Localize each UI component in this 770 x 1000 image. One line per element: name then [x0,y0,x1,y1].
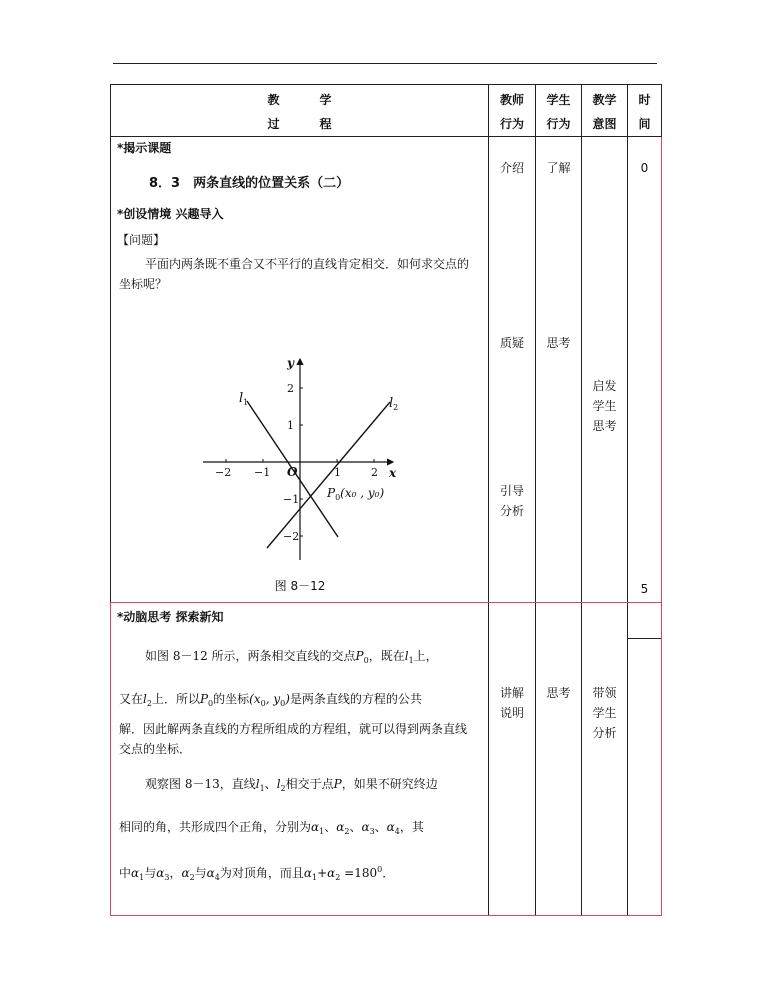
x-tick-label: −1 [254,466,271,479]
teacher-action: 介绍 [499,161,524,175]
reveal-title: *揭示课题 [117,141,172,155]
header-char: 学 [319,93,332,107]
origin-label: O [287,465,298,479]
time-divider [628,638,661,639]
l1-label: $l_1$ [239,391,249,407]
x-axis-label: x [389,466,397,480]
header-student: 学生行为 [536,85,582,137]
intent-text: 思考 [592,419,617,433]
teacher-action: 讲解 [499,686,524,700]
header-process [111,85,489,137]
section1-time [628,137,662,603]
intent-text: 分析 [592,726,617,740]
question-label: 【问题】 [117,233,166,247]
intent-text: 启发 [592,379,617,393]
section1-row [111,137,662,603]
figure-8-12 [203,355,403,565]
time-end: 5 [640,582,649,596]
y-tick-label: −1 [283,493,300,506]
intent-text: 学生 [592,706,617,720]
section2-paragraph-5: 相同的角，共形成四个正角，分别为$\alpha_1$、$\alpha_2$、$\alpha_3$、$\alpha_4$，其 [119,820,424,836]
section1-student [536,137,582,603]
section2-content [111,603,489,916]
y-tick-label: 1 [287,419,294,432]
figure-caption: 图 8－12 [274,579,326,593]
teacher-action: 引导 [499,484,524,498]
header-teacher: 教师行为 [489,85,536,137]
time-start: 0 [640,161,649,175]
section2-paragraph-1: 如图 8－12 所示，两条相交直线的交点$P_0$，既在$l_1$上， [145,649,438,665]
section2-time [628,603,662,916]
header-char: 过 [267,117,280,131]
section1-content [111,137,489,603]
question-text: 平面内两条既不重合又不平行的直线肯定相交．如何求交点的坐标呢？ [119,257,470,291]
student-action: 了解 [546,161,571,175]
section2-paragraph-2: 又在$l_2$上．所以$P_0$的坐标($x_0$, $y_0$)是两条直线的方程的公共 [119,692,422,708]
x-tick-label: 2 [371,466,378,479]
section2-student [536,603,582,916]
teacher-action: 分析 [499,504,524,518]
header-rule [113,63,657,64]
y-tick-label: 2 [287,382,294,395]
x-tick-label: −2 [215,466,232,479]
section2-paragraph-3: 解．因此解两条直线的方程所组成的方程组，就可以得到两条直线交点的坐标． [119,722,468,756]
y-tick-label: −2 [283,530,300,543]
section1-teacher [489,137,536,603]
header-char: 教 [267,93,280,107]
p0-label: $P_0(x_0$ , y₀) [327,486,385,502]
section2-intent [582,603,628,916]
lesson-title: 8．3 两条直线的位置关系（二） [149,176,350,191]
header-char: 程 [319,117,332,131]
intent-text: 学生 [592,399,617,413]
section2-title: *动脑思考 探索新知 [117,610,224,624]
intent-text: 带领 [592,686,617,700]
teacher-action: 说明 [499,706,524,720]
situation-title: *创设情境 兴趣导入 [117,207,224,221]
section2-row [111,603,662,916]
l2-label: $l_2$ [389,396,399,412]
section2-paragraph-4: 观察图 8－13，直线$l_1$、$l_2$相交于点P，如果不研究终边 [145,777,438,793]
section2-teacher [489,603,536,916]
lesson-table [110,84,662,916]
section2-paragraph-6: 中$\alpha_1$与$\alpha_3$，$\alpha_2$与$\alpha_4$为对顶角，而且$\alpha_1+\alpha_2 =180^0$． [119,865,395,882]
x-tick-label: 1 [334,466,341,479]
student-action: 思考 [546,336,571,350]
teacher-action: 质疑 [499,336,524,350]
y-axis-label: y [287,356,294,370]
section1-intent [582,137,628,603]
header-time: 时间 [628,85,662,137]
header-intent: 教学意图 [582,85,628,137]
header-row [111,85,662,137]
student-action: 思考 [546,686,571,700]
